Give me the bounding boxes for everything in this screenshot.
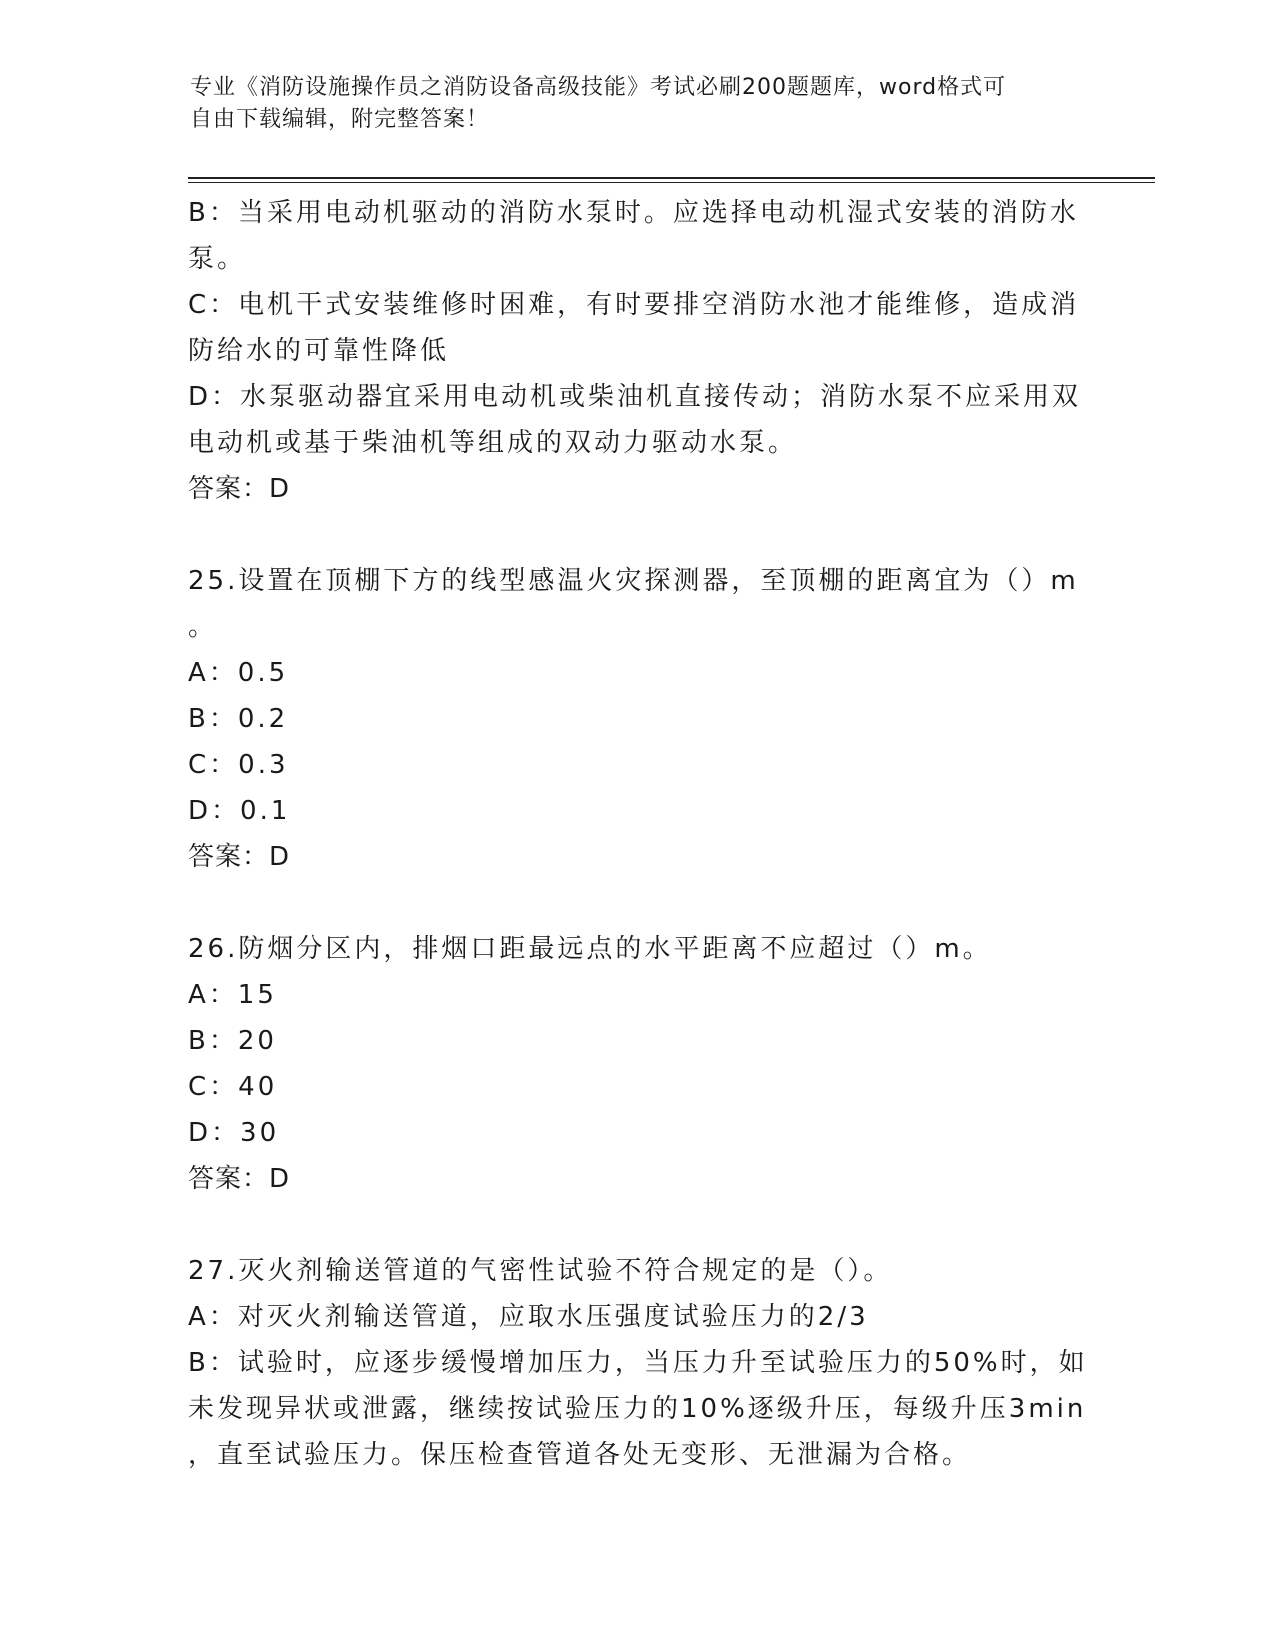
q25-option-a: A：0.5 <box>188 658 289 688</box>
q27-option-b-line-3: ，直至试验压力。保压检查管道各处无变形、无泄漏为合格。 <box>188 1440 972 1470</box>
q24-option-c-line-2: 防给水的可靠性降低 <box>188 336 450 366</box>
q25-option-b: B：0.2 <box>188 704 289 734</box>
question-27-block <box>188 1248 1088 1478</box>
question-26-block <box>188 926 1088 1202</box>
document-header <box>190 72 1070 136</box>
q24-option-b-line-1: B：当采用电动机驱动的消防水泵时。应选择电动机湿式安装的消防水 <box>188 198 1079 228</box>
q26-option-c: C：40 <box>188 1072 278 1102</box>
q26-answer: 答案：D <box>188 1164 291 1194</box>
q26-option-a: A：15 <box>188 980 277 1010</box>
q25-stem-line-2: 。 <box>188 612 218 642</box>
q25-option-c: C：0.3 <box>188 750 289 780</box>
q27-option-b-line-2: 未发现异状或泄露，继续按试验压力的10%逐级升压，每级升压3min <box>188 1394 1087 1424</box>
q27-option-b-line-1: B：试验时，应逐步缓慢增加压力，当压力升至试验压力的50%时，如 <box>188 1348 1088 1378</box>
q25-stem-line-1: 25.设置在顶棚下方的线型感温火灾探测器，至顶棚的距离宜为（）m <box>188 566 1079 596</box>
header-rule-thin <box>188 182 1155 183</box>
q26-option-b: B：20 <box>188 1026 277 1056</box>
q27-option-a: A：对灭火剂输送管道，应取水压强度试验压力的2/3 <box>188 1302 869 1332</box>
q27-stem: 27.灭火剂输送管道的气密性试验不符合规定的是（）。 <box>188 1256 893 1286</box>
q26-stem: 26.防烟分区内，排烟口距最远点的水平距离不应超过（）m。 <box>188 934 992 964</box>
q25-answer: 答案：D <box>188 842 291 872</box>
q26-option-d: D：30 <box>188 1118 280 1148</box>
q25-option-d: D：0.1 <box>188 796 291 826</box>
header-line-1: 专业《消防设施操作员之消防设备高级技能》考试必刷200题题库，word格式可 <box>190 75 1007 100</box>
q24-option-d-line-1: D：水泵驱动器宜采用电动机或柴油机直接传动；消防水泵不应采用双 <box>188 382 1082 412</box>
spacer <box>188 880 1088 926</box>
header-rule-thick <box>188 177 1155 179</box>
question-24-block <box>188 190 1088 512</box>
q24-option-c-line-1: C：电机干式安装维修时困难，有时要排空消防水池才能维修，造成消 <box>188 290 1080 320</box>
spacer <box>188 512 1088 558</box>
header-line-2: 自由下载编辑，附完整答案！ <box>190 107 490 132</box>
q24-option-d-line-2: 电动机或基于柴油机等组成的双动力驱动水泵。 <box>188 428 798 458</box>
question-content <box>188 190 1088 1478</box>
question-25-block <box>188 558 1088 880</box>
q24-option-b-line-2: 泵。 <box>188 244 247 274</box>
spacer <box>188 1202 1088 1248</box>
q24-answer: 答案：D <box>188 474 291 504</box>
